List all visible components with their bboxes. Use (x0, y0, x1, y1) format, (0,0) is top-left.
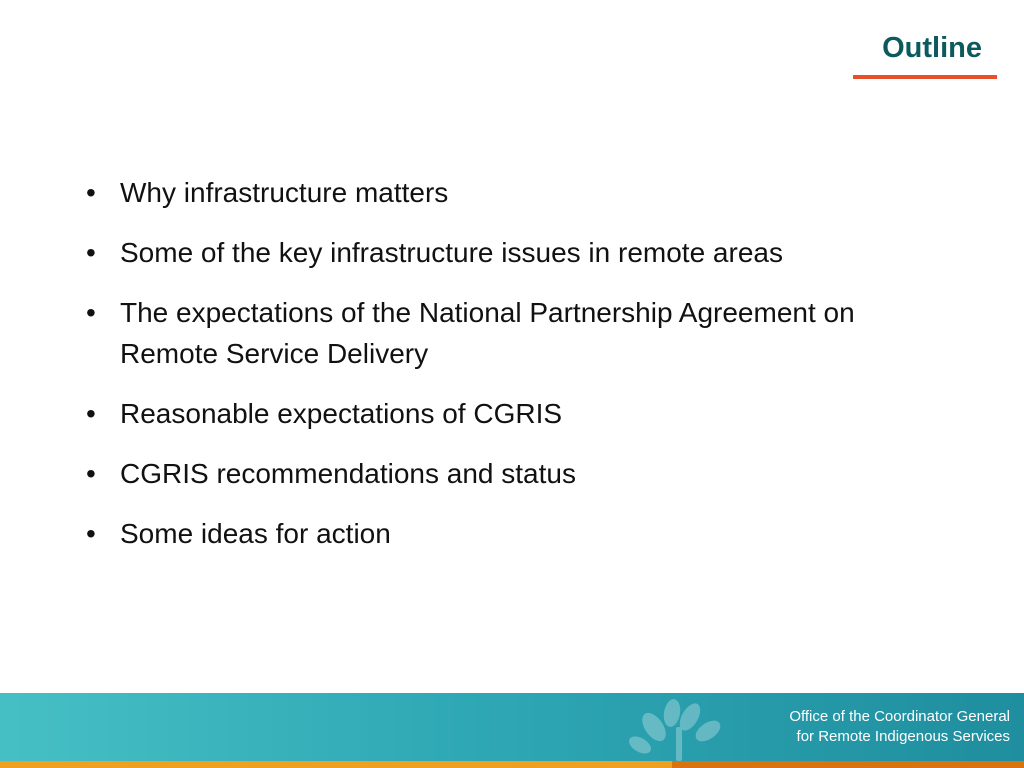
slide-title: Outline (882, 32, 982, 64)
list-item (86, 232, 866, 273)
list-item (86, 292, 866, 374)
bullet-icon: • (86, 237, 96, 268)
bullet-icon: • (86, 398, 96, 429)
list-item (86, 453, 866, 494)
footer-org-line2: for Remote Indigenous Services (796, 728, 1010, 745)
bullet-text: Some ideas for action (120, 518, 391, 549)
list-item (86, 172, 866, 213)
bullet-icon: • (86, 297, 96, 328)
bullet-text: Reasonable expectations of CGRIS (120, 398, 563, 429)
footer-orange-strip-dark (672, 761, 1024, 768)
list-item (86, 393, 866, 434)
bullet-text: Why infrastructure matters (120, 177, 449, 208)
bullet-text: CGRIS recommendations and status (120, 458, 576, 489)
bullet-text: The expectations of the National Partnership Agreement on Remote Service Delivery (120, 297, 855, 369)
footer-org-name (789, 707, 1010, 747)
title-underline (853, 75, 997, 79)
footer-band (0, 693, 1024, 768)
list-item (86, 513, 866, 554)
bullet-text: Some of the key infrastructure issues in remote areas (120, 237, 783, 268)
leaf-logo-icon (610, 693, 760, 761)
bullet-icon: • (86, 458, 96, 489)
footer-org-line1: Office of the Coordinator General (789, 708, 1010, 725)
bullet-icon: • (86, 518, 96, 549)
bullet-icon: • (86, 177, 96, 208)
bullet-list (86, 172, 866, 573)
